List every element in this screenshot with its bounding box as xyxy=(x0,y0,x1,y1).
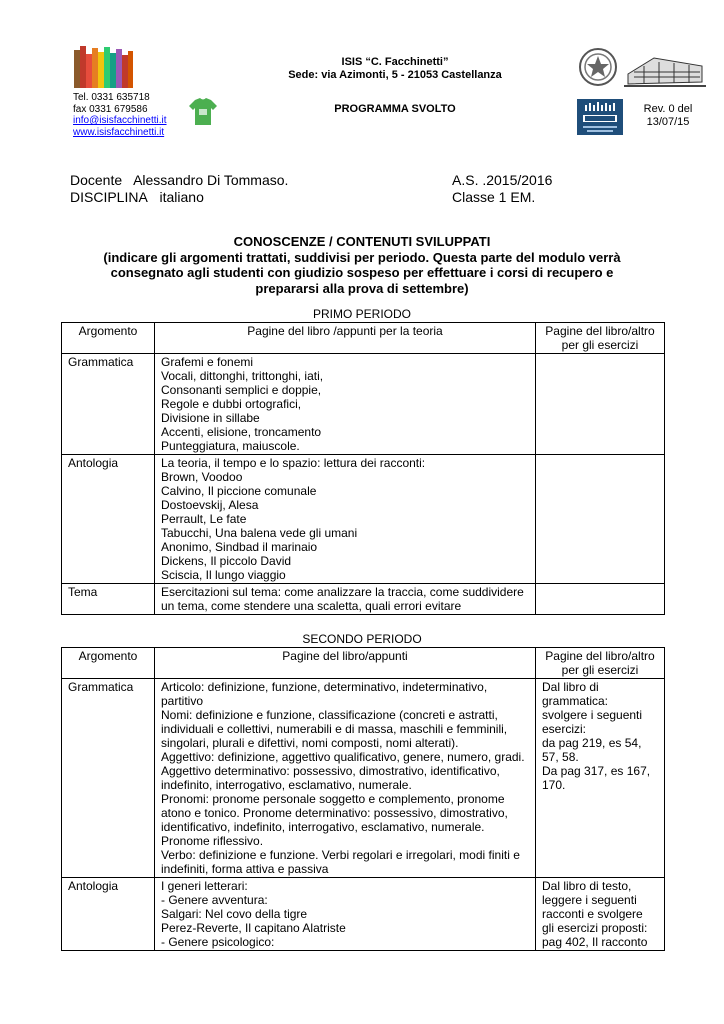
content-line: Salgari: Nel covo della tigre xyxy=(161,907,308,921)
content-line: Brown, Voodoo xyxy=(161,470,243,484)
content-line: Articolo: definizione, funzione, determinativo, indeterminativo, xyxy=(161,680,488,694)
content-line: Perrault, Le fate xyxy=(161,512,247,526)
row-contenuti xyxy=(155,354,536,455)
fax: fax 0331 679586 xyxy=(73,103,148,115)
secondo-periodo-table xyxy=(61,647,665,951)
exercise-line: esercizi: xyxy=(542,722,587,736)
section-title xyxy=(60,234,664,296)
anno-scolastico: A.S. .2015/2016 xyxy=(452,172,553,188)
title-line: CONOSCENZE / CONTENUTI SVILUPPATI xyxy=(233,234,491,249)
school-header xyxy=(240,56,550,82)
content-line: Accenti, elisione, troncamento xyxy=(161,425,322,439)
content-line: Aggettivo: definizione, aggettivo qualificativo, genere, numero, gradi. xyxy=(161,750,525,764)
content-line: Divisione in sillabe xyxy=(161,411,260,425)
content-line: Perez-Reverte, Il capitano Alatriste xyxy=(161,921,346,935)
row-contenuti xyxy=(155,584,536,615)
school-building-image xyxy=(624,44,706,90)
email-link[interactable]: info@isisfacchinetti.it xyxy=(73,115,167,126)
content-line: Vocali, dittonghi, trittonghi, iati, xyxy=(161,369,324,383)
content-line: singolari, plurali e difettivi, nomi composti, nomi alterati). xyxy=(161,736,459,750)
row-argomento: Tema xyxy=(62,584,155,615)
exercise-line: da pag 219, es 54, xyxy=(542,736,642,750)
revision-block xyxy=(630,103,706,129)
content-line: Consonanti semplici e doppie, xyxy=(161,383,322,397)
row-esercizi xyxy=(536,455,665,584)
content-line: atono e tonico. Pronome determinativo: possessivo, dimostrativo, xyxy=(161,806,508,820)
content-line: I generi letterari: xyxy=(161,879,248,893)
table-row xyxy=(62,584,665,615)
classe: Classe 1 EM. xyxy=(452,189,536,205)
row-contenuti xyxy=(155,679,536,878)
col-pagine-teoria: Pagine del libro /appunti per la teoria xyxy=(155,323,536,354)
content-line: partitivo xyxy=(161,694,204,708)
content-line: identificativo, indefinito, interrogativo, esclamativo, numerale. xyxy=(161,820,485,834)
content-line: Nomi: definizione e funzione, classificazione (concreti e astratti, xyxy=(161,708,498,722)
secondo-periodo-heading: SECONDO PERIODO xyxy=(302,632,422,646)
exercise-line: leggere i seguenti xyxy=(542,893,637,907)
table-row xyxy=(62,455,665,584)
content-line: Pronomi: pronome personale soggetto e complemento, pronome xyxy=(161,792,505,806)
col-pagine-esercizi: Pagine del libro/altro per gli esercizi xyxy=(536,648,665,679)
table-header-row xyxy=(62,323,665,354)
docente-label: Docente xyxy=(70,172,123,188)
content-line: - Genere avventura: xyxy=(161,893,268,907)
row-argomento: Antologia xyxy=(62,878,155,951)
row-argomento: Grammatica xyxy=(62,679,155,878)
content-line: Dickens, Il piccolo David xyxy=(161,554,292,568)
exercise-line: Da pag 317, es 167, xyxy=(542,764,651,778)
title-line: (indicare gli argomenti trattati, suddivisi per periodo. Questa parte del modulo verrà xyxy=(103,249,621,265)
docente-line xyxy=(70,172,288,189)
row-argomento: Antologia xyxy=(62,455,155,584)
website-link[interactable]: www.isisfacchinetti.it xyxy=(73,126,165,138)
phone: Tel. 0331 635718 xyxy=(73,92,150,103)
content-line: Anonimo, Sindbad il marinaio xyxy=(161,540,318,554)
school-logo xyxy=(72,44,134,90)
revision-label: Rev. 0 del xyxy=(643,103,693,115)
exercise-line: svolgere i seguenti xyxy=(542,708,643,722)
exercise-line: grammatica: xyxy=(542,694,609,708)
row-argomento: Grammatica xyxy=(62,354,155,455)
primo-periodo-table xyxy=(61,322,665,615)
contact-block xyxy=(73,92,167,138)
content-line: individuali e collettivi, numerabili e di massa, maschili e femminili, xyxy=(161,722,508,736)
content-line: Dostoevskij, Alesa xyxy=(161,498,259,512)
tshirt-icon xyxy=(186,94,220,128)
content-line: indefiniti, forma attiva e passiva xyxy=(161,862,329,876)
school-name: ISIS “C. Facchinetti” xyxy=(341,56,449,68)
disciplina-value: italiano xyxy=(159,189,204,205)
document-type: PROGRAMMA SVOLTO xyxy=(334,103,456,115)
exercise-line: Dal libro di xyxy=(542,680,599,694)
exercise-line: Dal libro di testo, xyxy=(542,879,632,893)
row-esercizi xyxy=(536,354,665,455)
exercise-line: 57, 58. xyxy=(542,750,579,764)
row-contenuti xyxy=(155,878,536,951)
content-line: La teoria, il tempo e lo spazio: lettura dei racconti: xyxy=(161,456,426,470)
exercise-line: pag 402, Il racconto xyxy=(542,935,648,949)
content-line: - Genere psicologico: xyxy=(161,935,275,949)
row-esercizi xyxy=(536,584,665,615)
revision-date: 13/07/15 xyxy=(646,116,690,128)
row-contenuti xyxy=(155,455,536,584)
content-line: Aggettivo determinativo: possessivo, dimostrativo, identificativo, xyxy=(161,764,500,778)
content-line: indefinito, interrogativo, esclamativo, numerale. xyxy=(161,778,412,792)
row-esercizi xyxy=(536,878,665,951)
table-row xyxy=(62,354,665,455)
content-line: Tabucchi, Una balena vede gli umani xyxy=(161,526,358,540)
col-pagine-appunti: Pagine del libro/appunti xyxy=(155,648,536,679)
title-line: prepararsi alla prova di settembre) xyxy=(255,280,469,296)
title-line: consegnato agli studenti con giudizio sospeso per effettuare i corsi di recupero e xyxy=(110,265,614,280)
disciplina-label: DISCIPLINA xyxy=(70,189,148,205)
exercise-line: 170. xyxy=(542,778,566,792)
content-line: Calvino, Il piccione comunale xyxy=(161,484,317,498)
cisco-academy-logo xyxy=(577,99,623,135)
school-address: Sede: via Azimonti, 5 - 21053 Castellanza xyxy=(288,69,502,81)
col-argomento: Argomento xyxy=(62,648,155,679)
col-pagine-esercizi: Pagine del libro/altro per gli esercizi xyxy=(536,323,665,354)
content-line: Grafemi e fonemi xyxy=(161,355,254,369)
content-line: Esercitazioni sul tema: come analizzare la traccia, come suddividere xyxy=(161,585,524,599)
table-header-row xyxy=(62,648,665,679)
content-line: un tema, come stendere una scaletta, quali errori evitare xyxy=(161,599,462,613)
col-argomento: Argomento xyxy=(62,323,155,354)
disciplina-line xyxy=(70,189,204,206)
exercise-line: racconti e svolgere xyxy=(542,907,643,921)
row-esercizi xyxy=(536,679,665,878)
content-line: Pronome riflessivo. xyxy=(161,834,264,848)
exercise-line: gli esercizi proposti: xyxy=(542,921,648,935)
primo-periodo-heading: PRIMO PERIODO xyxy=(312,307,411,321)
republic-emblem-icon xyxy=(577,44,619,90)
content-line: Verbo: definizione e funzione. Verbi regolari e irregolari, modi finiti e xyxy=(161,848,520,862)
content-line: Punteggiatura, maiuscole. xyxy=(161,439,300,453)
table-row xyxy=(62,679,665,878)
table-row xyxy=(62,878,665,951)
content-line: Sciscia, Il lungo viaggio xyxy=(161,568,286,582)
content-line: Regole e dubbi ortografici, xyxy=(161,397,302,411)
docente-name: Alessandro Di Tommaso. xyxy=(133,172,289,188)
